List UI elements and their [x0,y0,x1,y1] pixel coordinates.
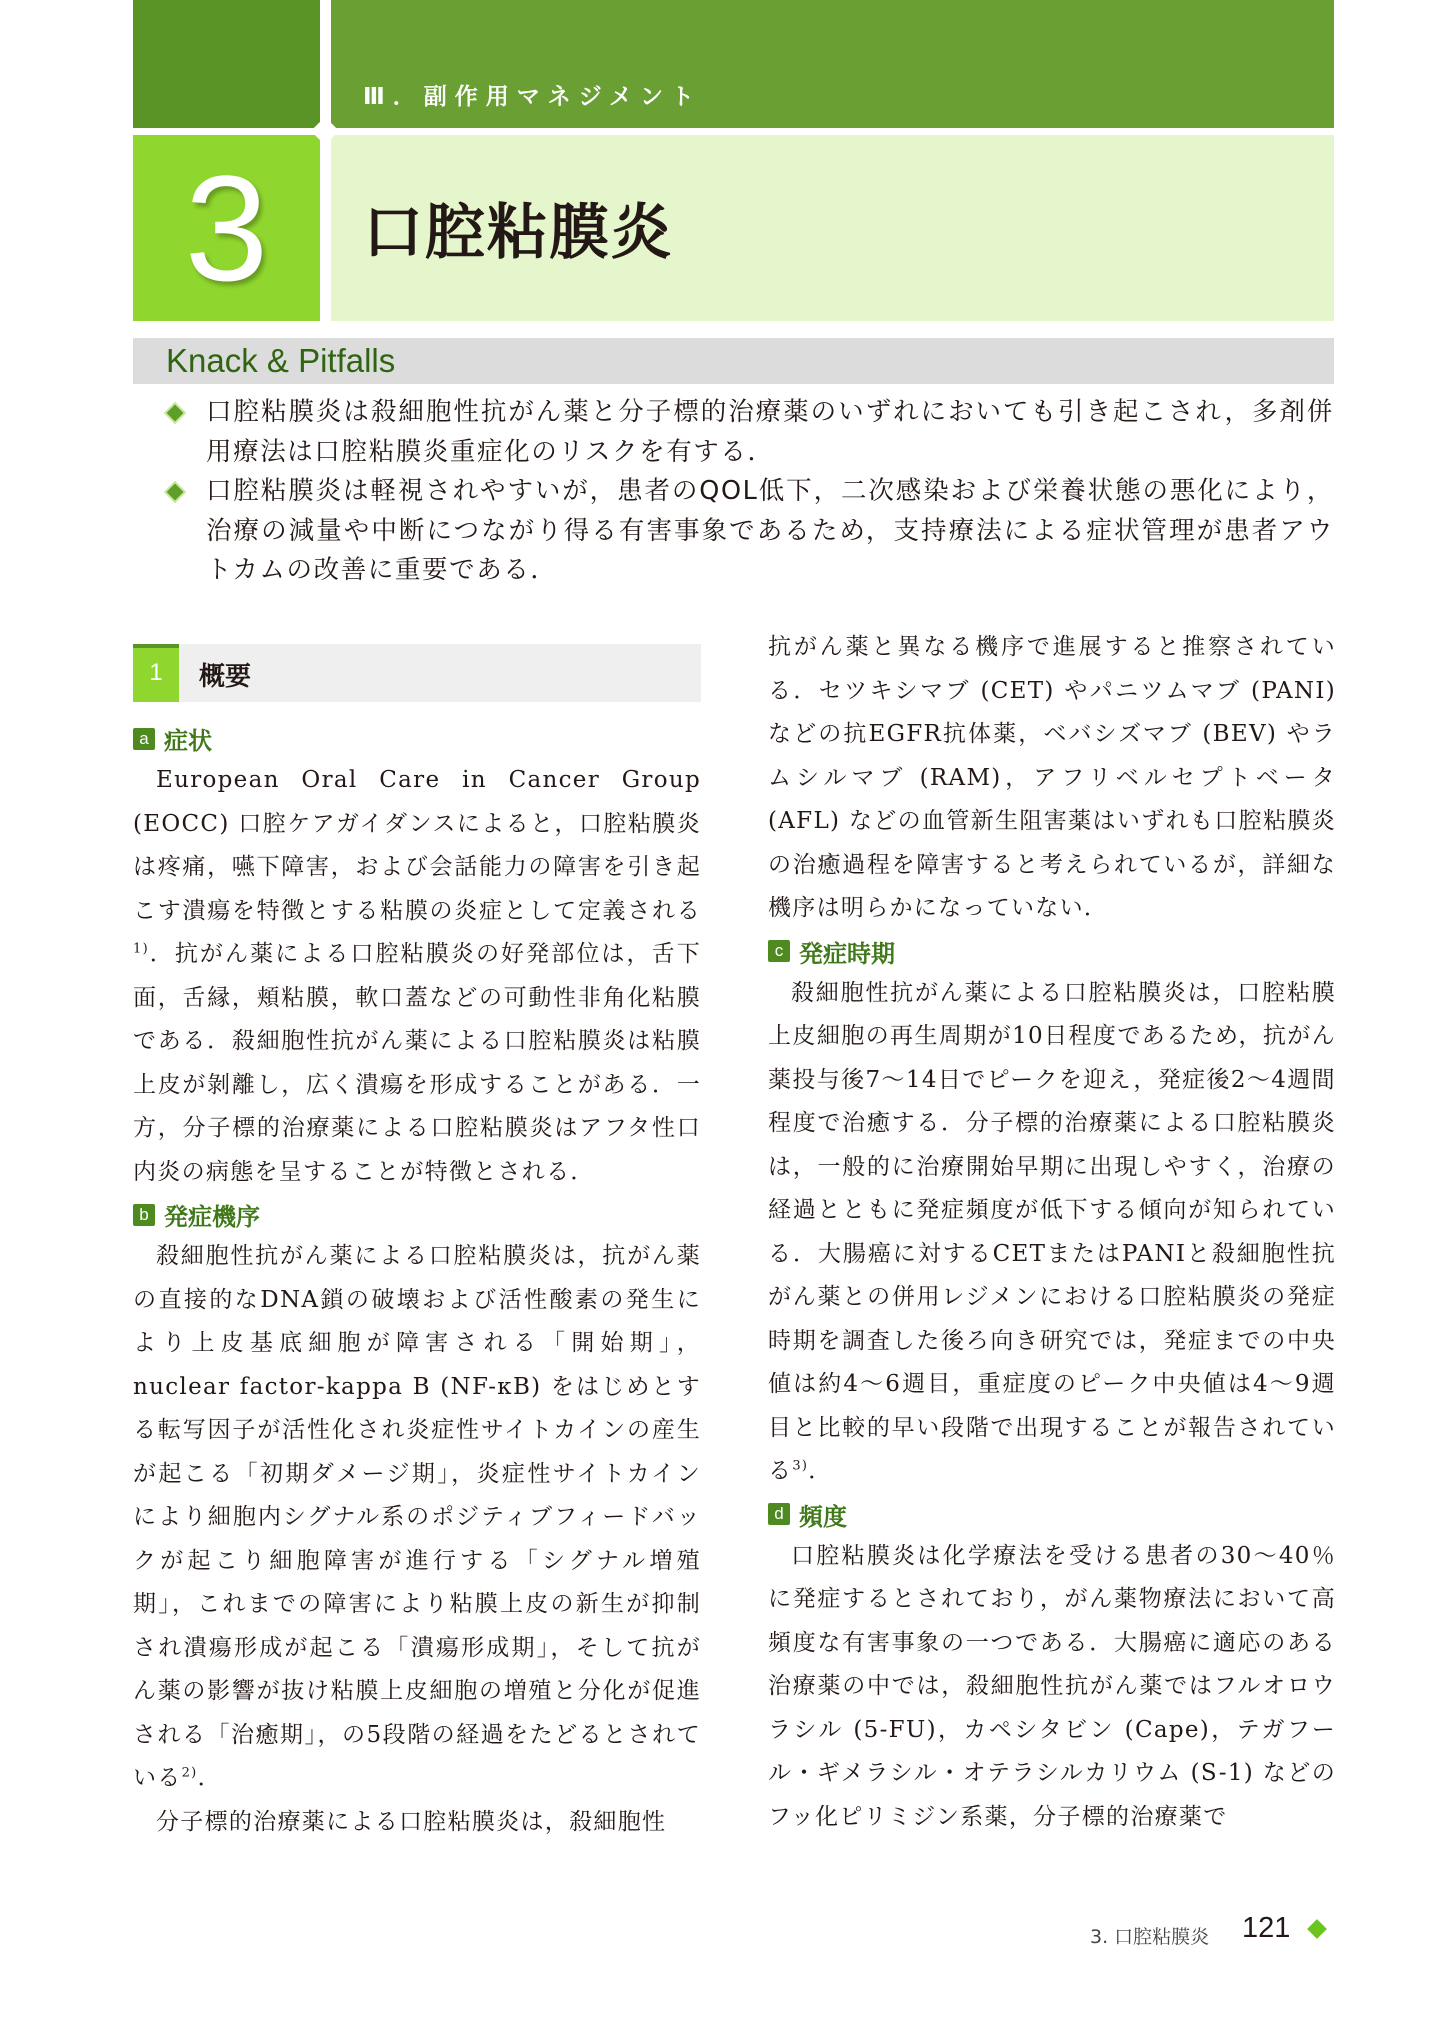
subsection-heading [133,718,701,759]
paragraph-text: ． [197,1765,222,1791]
reference-marker: 2) [181,1765,198,1781]
subsection-heading [768,1494,1336,1535]
diamond-bullet-icon [166,404,184,422]
paragraph-text: 口腔粘膜炎は化学療法を受ける患者の30〜40％に発症するとされており，がん薬物療法において高頻度な有害事象の一つである．大腸癌に適応のある治療薬の中では，殺細胞性抗がん薬ではフルオロウラシル (5-FU)，カペシタビン (Cape)，テガフール・ギメラシル・オテラシルカリウム (S-1) などのフッ化ピリミジン系薬，分子標的治療薬で [768,1542,1336,1830]
paragraph [133,1801,701,1845]
section-number: 1 [133,644,179,702]
paragraph-text: 殺細胞性抗がん薬による口腔粘膜炎は，口腔粘膜上皮細胞の再生周期が10日程度であるため，抗がん薬投与後7〜14日でピークを迎え，発症後2〜4週間程度で治癒する．分子標的治療薬による口腔粘膜炎は，一般的に治療開始早期に出現しやすく，治療の経過とともに発症頻度が低下する傾向が知られている．大腸癌に対するCETまたはPANIと殺細胞性抗がん薬との併用レジメンにおける口腔粘膜炎の発症時期を調査した後ろ向き研究では，発症までの中央値は約4〜6週目，重症度のピーク中央値は4〜9週目と比較的早い段階で出現することが報告されている [768,979,1336,1484]
paragraph-text: ．抗がん薬による口腔粘膜炎の好発部位は，舌下面，舌縁，頬粘膜，軟口蓋などの可動性非角化粘膜である．殺細胞性抗がん薬による口腔粘膜炎は粘膜上皮が剝離し，広く潰瘍を形成することがある．一方，分子標的治療薬による口腔粘膜炎はアフタ性口内炎の病態を呈することが特徴とされる． [133,941,701,1185]
chapter-number: 3 [184,143,269,312]
subsection-heading [133,1194,701,1235]
section-heading [133,644,701,702]
right-column [768,634,1336,1839]
knack-pitfalls-title: Knack & Pitfalls [166,342,396,379]
paragraph-text: 殺細胞性抗がん薬による口腔粘膜炎は，抗がん薬の直接的なDNA鎖の破壊および活性酸素の発生により上皮基底細胞が障害される「開始期」，nuclear factor-kappa B (NF-κB) をはじめとする転写因子が活性化され炎症性サイトカインの産生が起こる「初期ダメージ期」，炎症性サイトカインにより細胞内シグナル系のポジティブフィードバックが起こり細胞障害が進行する「シグナル増殖期」，これまでの障害により粘膜上皮の新生が抑制され潰瘍形成が起こる「潰瘍形成期」，そして抗がん薬の影響が抜け粘膜上皮細胞の増殖と分化が促進される「治癒期」，の5段階の経過をたどるとされている [133,1243,701,1791]
subsection-letter: c [768,940,790,962]
footer-chapter-label: 3. 口腔粘膜炎 [1090,1926,1210,1948]
subsection-title: 症状 [164,727,212,755]
paragraph-text: European Oral Care in Cancer Group (EOCC) 口腔ケアガイダンスによると，口腔粘膜炎は疼痛，嚥下障害，および会話能力の障害を引き起こす潰瘍を特徴とする粘膜の炎症として定義される [133,767,701,924]
paragraph [768,1535,1336,1840]
subsection-title: 発症時期 [799,939,895,968]
paragraph-text: 抗がん薬と異なる機序で進展すると推察されている．セツキシマブ (CET) やパニツムマブ (PANI) などの抗EGFR抗体薬，ベバシズマブ (BEV) やラムシルマブ (RAM)，アフリベルセプトベータ (AFL) などの血管新生阻害薬はいずれも口腔粘膜炎の治癒過程を障害すると考えられているが，詳細な機序は明らかになっていない． [768,634,1336,921]
paragraph [133,759,701,1194]
reference-marker: 3) [792,1458,809,1474]
left-column [133,640,701,1844]
header-band-left [133,0,320,128]
reference-marker: 1) [133,941,149,957]
paragraph [133,1235,701,1801]
knack-item [166,472,1334,591]
paragraph [768,626,1336,931]
paragraph-text: 分子標的治療薬による口腔粘膜炎は，殺細胞性 [156,1808,667,1835]
section-label: Ⅲ．副作用マネジメント [363,84,703,110]
subsection-title: 頻度 [799,1502,847,1531]
footer-diamond-icon [1307,1919,1327,1939]
knack-item-text: 口腔粘膜炎は軽視されやすいが，患者のQOL低下，二次感染および栄養状態の悪化により，治療の減量や中断につながり得る有害事象であるため，支持療法による症状管理が患者アウトカムの改善に重要である． [206,476,1334,585]
chapter-title: 口腔粘膜炎 [363,198,673,268]
paragraph [768,972,1336,1494]
diamond-bullet-icon [166,483,184,501]
section-title: 概要 [199,662,252,692]
page-number: 121 [1242,1912,1291,1944]
subsection-heading [768,931,1336,972]
subsection-letter: b [133,1204,155,1226]
subsection-letter: a [133,728,155,750]
subsection-letter: d [768,1503,790,1525]
knack-item-text: 口腔粘膜炎は殺細胞性抗がん薬と分子標的治療薬のいずれにおいても引き起こされ，多剤併用療法は口腔粘膜炎重症化のリスクを有する． [206,397,1334,467]
subsection-title: 発症機序 [164,1203,260,1231]
paragraph-text: ． [808,1458,833,1484]
knack-item [166,393,1334,472]
